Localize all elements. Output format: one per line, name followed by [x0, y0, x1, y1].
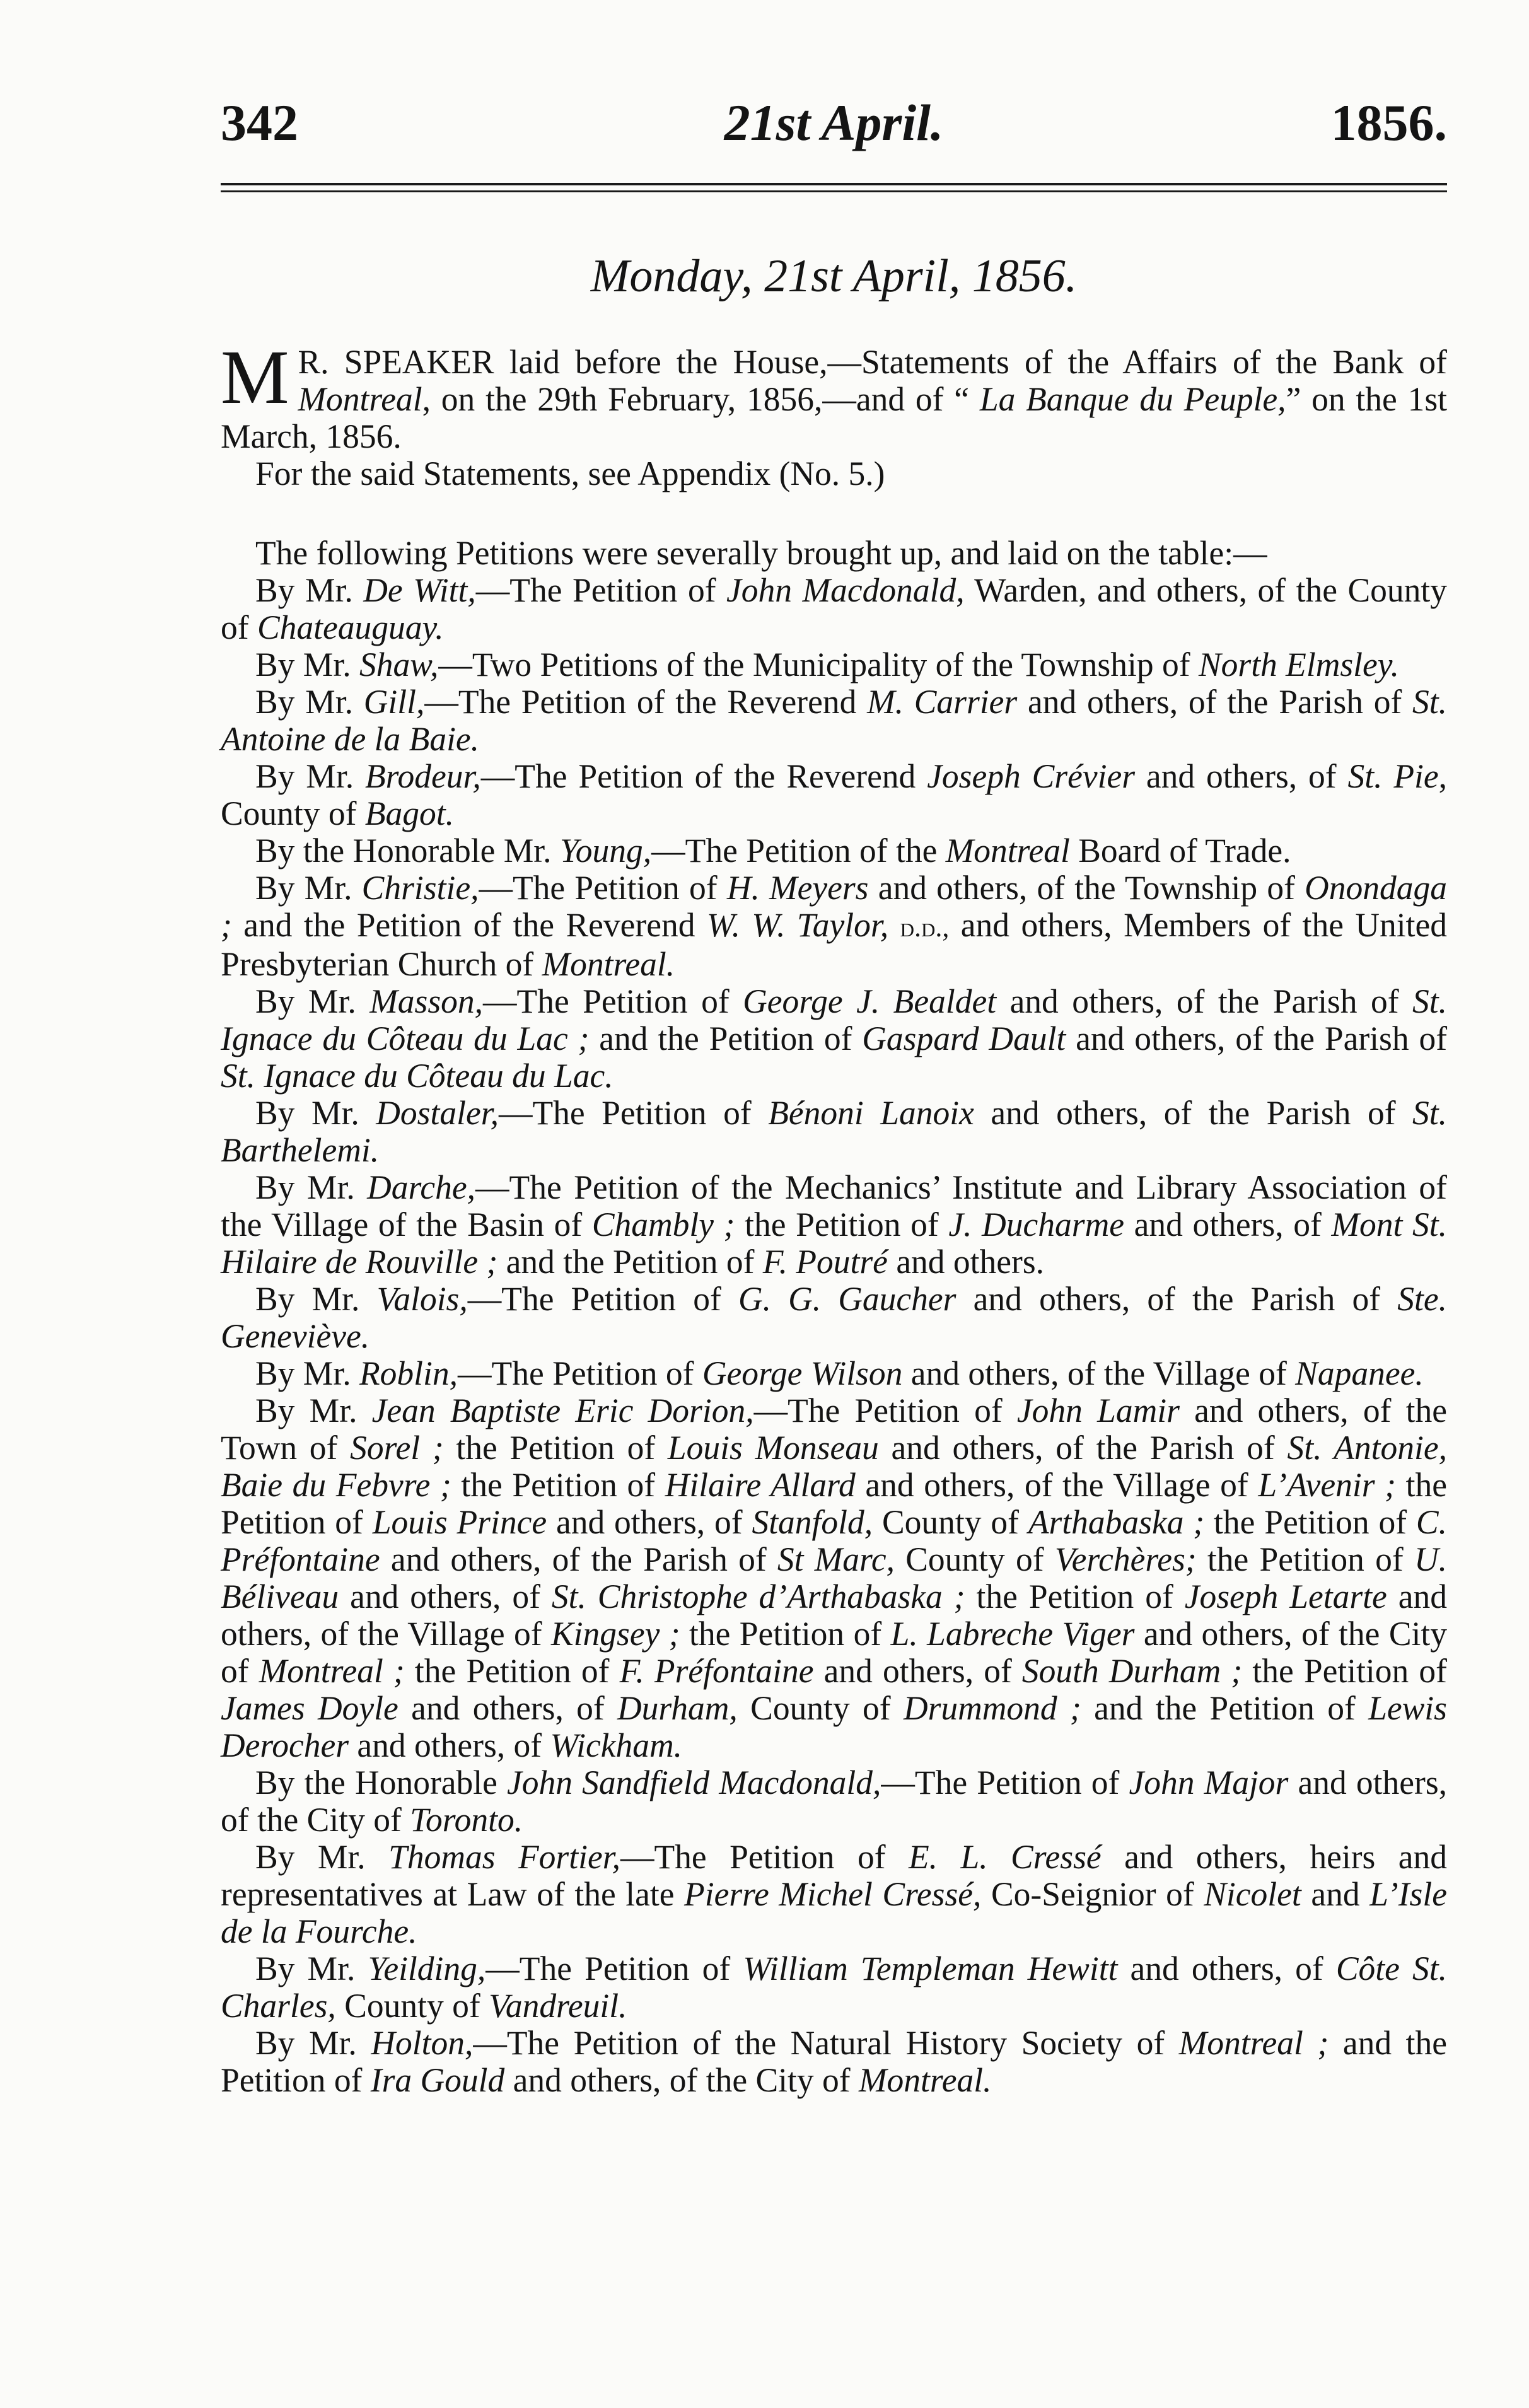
petition-proper-name: St. Antoine de la Baie.	[221, 683, 1448, 758]
petition-proper-name: Ira Gould	[370, 2061, 505, 2099]
petition-proper-name: Côte St. Charles,	[221, 1950, 1447, 2025]
petition-degree: d.d.,	[900, 912, 950, 943]
petition-proper-name: J. Ducharme	[948, 1206, 1124, 1243]
petition-text: By Mr.	[255, 869, 362, 907]
page-number: 342	[221, 94, 298, 151]
header-date: 21st April.	[724, 94, 944, 151]
petition-text: and others, of the City of	[221, 1615, 1447, 1690]
petition-proper-name: Vandreuil.	[489, 1987, 627, 2025]
petition-text: and others, heirs and representatives at Law of the late	[221, 1838, 1448, 1913]
petition-text: Warden, and others, of the County of	[221, 571, 1448, 646]
petition-text: and others, Members of the United Presbyterian Church of	[221, 906, 1448, 983]
petition-text: and others, of the Township of	[868, 869, 1305, 907]
speaker-statement-section	[221, 335, 1447, 492]
petition-text: the Petition of	[1204, 1503, 1416, 1541]
petition-text: and the Petition of the Reverend	[231, 906, 707, 944]
petition-entry	[221, 758, 1447, 832]
petition-text: the Petition of	[1242, 1652, 1447, 1690]
petition-text: —The Petition of	[620, 1838, 909, 1876]
petition-entry	[221, 832, 1447, 870]
statement-text: R. SPEAKER laid before the House,—Statements of the Affairs of the Bank of	[298, 343, 1447, 381]
petition-text: and others, of the Parish of	[1017, 683, 1413, 721]
petition-proper-name: H. Meyers	[726, 869, 869, 907]
petition-text: the Petition of	[965, 1578, 1185, 1615]
petition-text	[888, 906, 900, 944]
petition-proper-name: South Durham ;	[1021, 1652, 1243, 1690]
petition-proper-name: Montreal ;	[1178, 2024, 1329, 2062]
petition-entry	[221, 683, 1447, 758]
petition-text: and others, of	[813, 1652, 1022, 1690]
petition-text: —The Petition of the Mechanics’ Institute and Library Association of the Village of the Basin of	[221, 1168, 1448, 1243]
petition-entry	[221, 1392, 1447, 1764]
petition-text: and others, of the Town of	[221, 1392, 1447, 1467]
petition-proper-name: Holton,	[371, 2024, 474, 2062]
petition-text: —The Petition of	[498, 1094, 769, 1132]
petition-text: and others, of	[339, 1578, 552, 1615]
petition-text: —The Petition of	[881, 1764, 1129, 1801]
petition-proper-name: Bagot.	[364, 794, 455, 832]
petition-text: the Petition of	[221, 1466, 1448, 1541]
petitions-section	[221, 535, 1447, 2099]
petition-text: —Two Petitions of the Municipality of the Township of	[438, 646, 1199, 683]
petition-proper-name: Montreal ;	[259, 1652, 405, 1690]
petition-proper-name: St. Christophe d’Arthabaska ;	[551, 1578, 965, 1615]
petition-proper-name: Sorel ;	[350, 1429, 444, 1467]
petition-text: and others, of the Parish of	[956, 1280, 1398, 1318]
petition-text: the Petition of	[443, 1429, 668, 1467]
petition-text: County of	[895, 1540, 1055, 1578]
petition-proper-name: Drummond ;	[903, 1689, 1081, 1727]
petition-proper-name: St. Ignace du Côteau du Lac ;	[221, 982, 1448, 1057]
petition-text: the Petition of	[735, 1206, 949, 1243]
petition-text: and others, of	[349, 1726, 550, 1764]
petition-proper-name: Wickham.	[550, 1726, 682, 1764]
petition-text: By Mr.	[255, 1950, 368, 1987]
petition-text: and others, of the Village of	[855, 1466, 1259, 1504]
petition-proper-name: Louis Monseau	[667, 1429, 879, 1467]
petition-text: —The Petition of the	[651, 832, 946, 870]
petition-proper-name: Arthabaska ;	[1028, 1503, 1205, 1541]
header-rule-double	[221, 190, 1447, 192]
petition-proper-name: Verchères;	[1054, 1540, 1197, 1578]
petition-entry	[221, 870, 1447, 983]
petition-proper-name: C. Préfontaine	[221, 1503, 1447, 1578]
petition-proper-name: Darche,	[367, 1168, 476, 1206]
petition-text: and others, of the City of	[504, 2061, 859, 2099]
petition-proper-name: G. G. Gaucher	[738, 1280, 956, 1318]
bank-name: La Banque du Peuple,	[979, 380, 1286, 418]
petition-proper-name: Joseph Letarte	[1184, 1578, 1387, 1615]
petition-proper-name: Dostaler,	[376, 1094, 499, 1132]
petition-proper-name: Lewis Derocher	[221, 1689, 1447, 1764]
petition-text: the Petition of	[680, 1615, 891, 1653]
petition-text: and the Petition of	[497, 1243, 763, 1281]
petition-proper-name: William Templeman Hewitt	[743, 1950, 1118, 1987]
petition-proper-name: Montreal.	[542, 945, 675, 983]
petition-proper-name: E. L. Cressé	[908, 1838, 1102, 1876]
petition-text: By Mr.	[255, 2024, 371, 2062]
petition-text: By Mr.	[255, 1094, 376, 1132]
petition-text: County of	[873, 1503, 1028, 1541]
petition-proper-name: Pierre Michel Cressé,	[684, 1875, 982, 1913]
petition-text: By Mr.	[255, 1280, 377, 1318]
petition-text: By Mr.	[255, 982, 370, 1020]
petition-text: By Mr.	[255, 1392, 372, 1429]
petition-proper-name: M. Carrier	[867, 683, 1018, 721]
petition-proper-name: St. Pie	[1347, 757, 1439, 795]
petition-text: the Petition of	[404, 1652, 620, 1690]
petition-proper-name: Durham,	[617, 1689, 738, 1727]
petition-text: and others, of	[1124, 1206, 1332, 1243]
petition-proper-name: Gaspard Dault	[862, 1020, 1066, 1057]
petition-text: —The Petition of	[458, 1354, 702, 1392]
petition-proper-name: Brodeur,	[365, 757, 481, 795]
bank-name: Montreal	[298, 380, 422, 418]
petition-proper-name: John Sandfield Macdonald,	[507, 1764, 881, 1801]
petition-text: and others, of the City of	[221, 1764, 1448, 1839]
petition-proper-name: St. Antonie, Baie du Febvre ;	[221, 1429, 1448, 1504]
petition-entry	[221, 983, 1447, 1095]
petition-text: —The Petition of	[479, 869, 727, 907]
petition-entry	[221, 1281, 1447, 1355]
petition-text: By Mr.	[255, 571, 364, 609]
petition-proper-name: John Lamir	[1016, 1392, 1180, 1429]
petition-text: —The Petition of	[483, 982, 743, 1020]
petition-entry	[221, 646, 1447, 683]
petition-text: and the Petition of	[1081, 1689, 1369, 1727]
petition-proper-name: Louis Prince	[372, 1503, 547, 1541]
petition-proper-name: L. Labreche Viger	[890, 1615, 1135, 1653]
petition-text: County of	[335, 1987, 489, 2025]
petition-proper-name: Napanee.	[1295, 1354, 1424, 1392]
petition-proper-name: John Macdonald,	[726, 571, 965, 609]
running-header	[221, 82, 1447, 164]
petition-text: —The Petition of	[753, 1392, 1017, 1429]
petition-proper-name: Ste. Geneviève.	[221, 1280, 1447, 1355]
petition-proper-name: F. Poutré	[762, 1243, 888, 1281]
petition-text: —The Petition of the Reverend	[424, 683, 868, 721]
petition-text: and others, of the Parish of	[878, 1429, 1288, 1467]
petition-proper-name: W. W. Taylor,	[706, 906, 889, 944]
petition-text: and others, of	[547, 1503, 752, 1541]
petition-entry	[221, 1169, 1447, 1281]
petition-text: —The Petition of	[485, 1950, 743, 1987]
petition-text: and others, of the Parish of	[996, 982, 1413, 1020]
petition-text: and others, of the Parish of	[380, 1540, 777, 1578]
petition-entry	[221, 1095, 1447, 1169]
petition-text: —The Petition of the Reverend	[480, 757, 927, 795]
petition-entry	[221, 2025, 1447, 2099]
statement-text: ” on the 1st March, 1856.	[221, 380, 1447, 455]
petition-text: By Mr.	[255, 1354, 359, 1392]
petition-proper-name: North Elmsley.	[1198, 646, 1399, 683]
petition-text: the Petition of	[1196, 1540, 1414, 1578]
petition-proper-name: St Marc,	[777, 1540, 895, 1578]
petition-proper-name: George Wilson	[702, 1354, 903, 1392]
petition-proper-name: Montreal	[945, 832, 1070, 870]
drop-cap: M	[221, 335, 289, 420]
petition-proper-name: Jean Baptiste Eric Dorion,	[371, 1392, 754, 1429]
petition-proper-name: Hilaire Allard	[665, 1466, 856, 1504]
petition-proper-name: George J. Bealdet	[743, 982, 997, 1020]
petition-text: —The Petition of	[467, 1280, 738, 1318]
petition-proper-name: St. Barthelemi.	[221, 1094, 1448, 1169]
petition-text: and the Petition of	[589, 1020, 863, 1057]
petition-text: County of	[737, 1689, 904, 1727]
petition-proper-name: L’Isle de la Fourche.	[221, 1875, 1447, 1950]
petition-proper-name: Valois,	[376, 1280, 468, 1318]
header-year: 1856.	[1330, 94, 1447, 151]
petition-text: and	[1301, 1875, 1370, 1913]
petition-text: By the Honorable Mr.	[255, 832, 560, 870]
petition-proper-name: Shaw,	[359, 646, 439, 683]
petition-text: By Mr.	[255, 757, 365, 795]
petition-proper-name: Montreal.	[858, 2061, 992, 2099]
petition-proper-name: Kingsey ;	[550, 1615, 680, 1653]
petition-entry	[221, 1355, 1447, 1392]
petition-proper-name: Chambly ;	[591, 1206, 735, 1243]
petition-proper-name: Joseph Crévier	[927, 757, 1136, 795]
petition-entry	[221, 572, 1447, 646]
petition-text: By Mr.	[255, 1168, 368, 1206]
petition-text: Board of Trade.	[1069, 832, 1291, 870]
petition-text: —The Petition of	[475, 571, 727, 609]
petition-proper-name: Masson,	[369, 982, 484, 1020]
petition-proper-name: Yeilding,	[368, 1950, 486, 1987]
petition-text: —The Petition of the Natural History Society of	[473, 2024, 1179, 2062]
petition-proper-name: James Doyle	[221, 1689, 398, 1727]
petition-proper-name: Nicolet	[1204, 1875, 1301, 1913]
petition-text: and others, of the Parish of	[1066, 1020, 1448, 1057]
petition-proper-name: Onondaga ;	[221, 869, 1448, 944]
petition-proper-name: Stanfold,	[752, 1503, 873, 1541]
petition-text: the Petition of	[451, 1466, 665, 1504]
petition-text: and others, of	[398, 1689, 618, 1727]
header-rule	[221, 183, 1447, 185]
petition-proper-name: F. Préfontaine	[619, 1652, 814, 1690]
session-date-heading: Monday, 21st April, 1856.	[590, 250, 1078, 302]
petition-proper-name: St. Ignace du Côteau du Lac.	[221, 1057, 613, 1095]
appendix-note: For the said Statements, see Appendix (No. 5.)	[255, 455, 885, 492]
petition-text: By Mr.	[255, 646, 359, 683]
petition-entry	[221, 1764, 1447, 1839]
petition-text: and the Petition of	[221, 2024, 1448, 2099]
petitions-intro: The following Petitions were severally brought up, and laid on the table:—	[255, 534, 1267, 572]
petition-text: , County of	[221, 757, 1447, 832]
petition-entry	[221, 1839, 1447, 1950]
petition-proper-name: John Major	[1129, 1764, 1289, 1801]
petition-text: By Mr.	[255, 1838, 389, 1876]
petition-text: and others.	[887, 1243, 1045, 1281]
petition-proper-name: Toronto.	[410, 1801, 523, 1839]
petition-proper-name: De Witt,	[363, 571, 476, 609]
petition-proper-name: Chateauguay.	[257, 608, 444, 646]
petition-proper-name: Gill,	[363, 683, 425, 721]
petition-proper-name: Bénoni Lanoix	[768, 1094, 974, 1132]
petition-text: and others, of the Village of	[221, 1578, 1447, 1653]
speaker-statement	[221, 335, 1447, 455]
petition-list	[221, 572, 1447, 2099]
petition-text: By the Honorable	[255, 1764, 507, 1801]
petition-proper-name: U. Béliveau	[221, 1540, 1447, 1615]
petition-text: and others, of the Parish of	[974, 1094, 1413, 1132]
petition-text: By Mr.	[255, 683, 364, 721]
petition-proper-name: Mont St. Hilaire de Rouville ;	[221, 1206, 1447, 1281]
petition-proper-name: Roblin,	[359, 1354, 458, 1392]
petition-text: and others, of	[1135, 757, 1348, 795]
petition-proper-name: L’Avenir ;	[1258, 1466, 1397, 1504]
petition-text: Co-Seignior of	[981, 1875, 1204, 1913]
petition-text: and others, of the Village of	[902, 1354, 1296, 1392]
petition-proper-name: Christie,	[361, 869, 479, 907]
petition-text: and others, of	[1117, 1950, 1336, 1987]
petition-proper-name: Young,	[559, 832, 652, 870]
petition-entry	[221, 1950, 1447, 2025]
petition-proper-name: Thomas Fortier,	[388, 1838, 620, 1876]
statement-text: , on the 29th February, 1856,—and of “	[422, 380, 980, 418]
